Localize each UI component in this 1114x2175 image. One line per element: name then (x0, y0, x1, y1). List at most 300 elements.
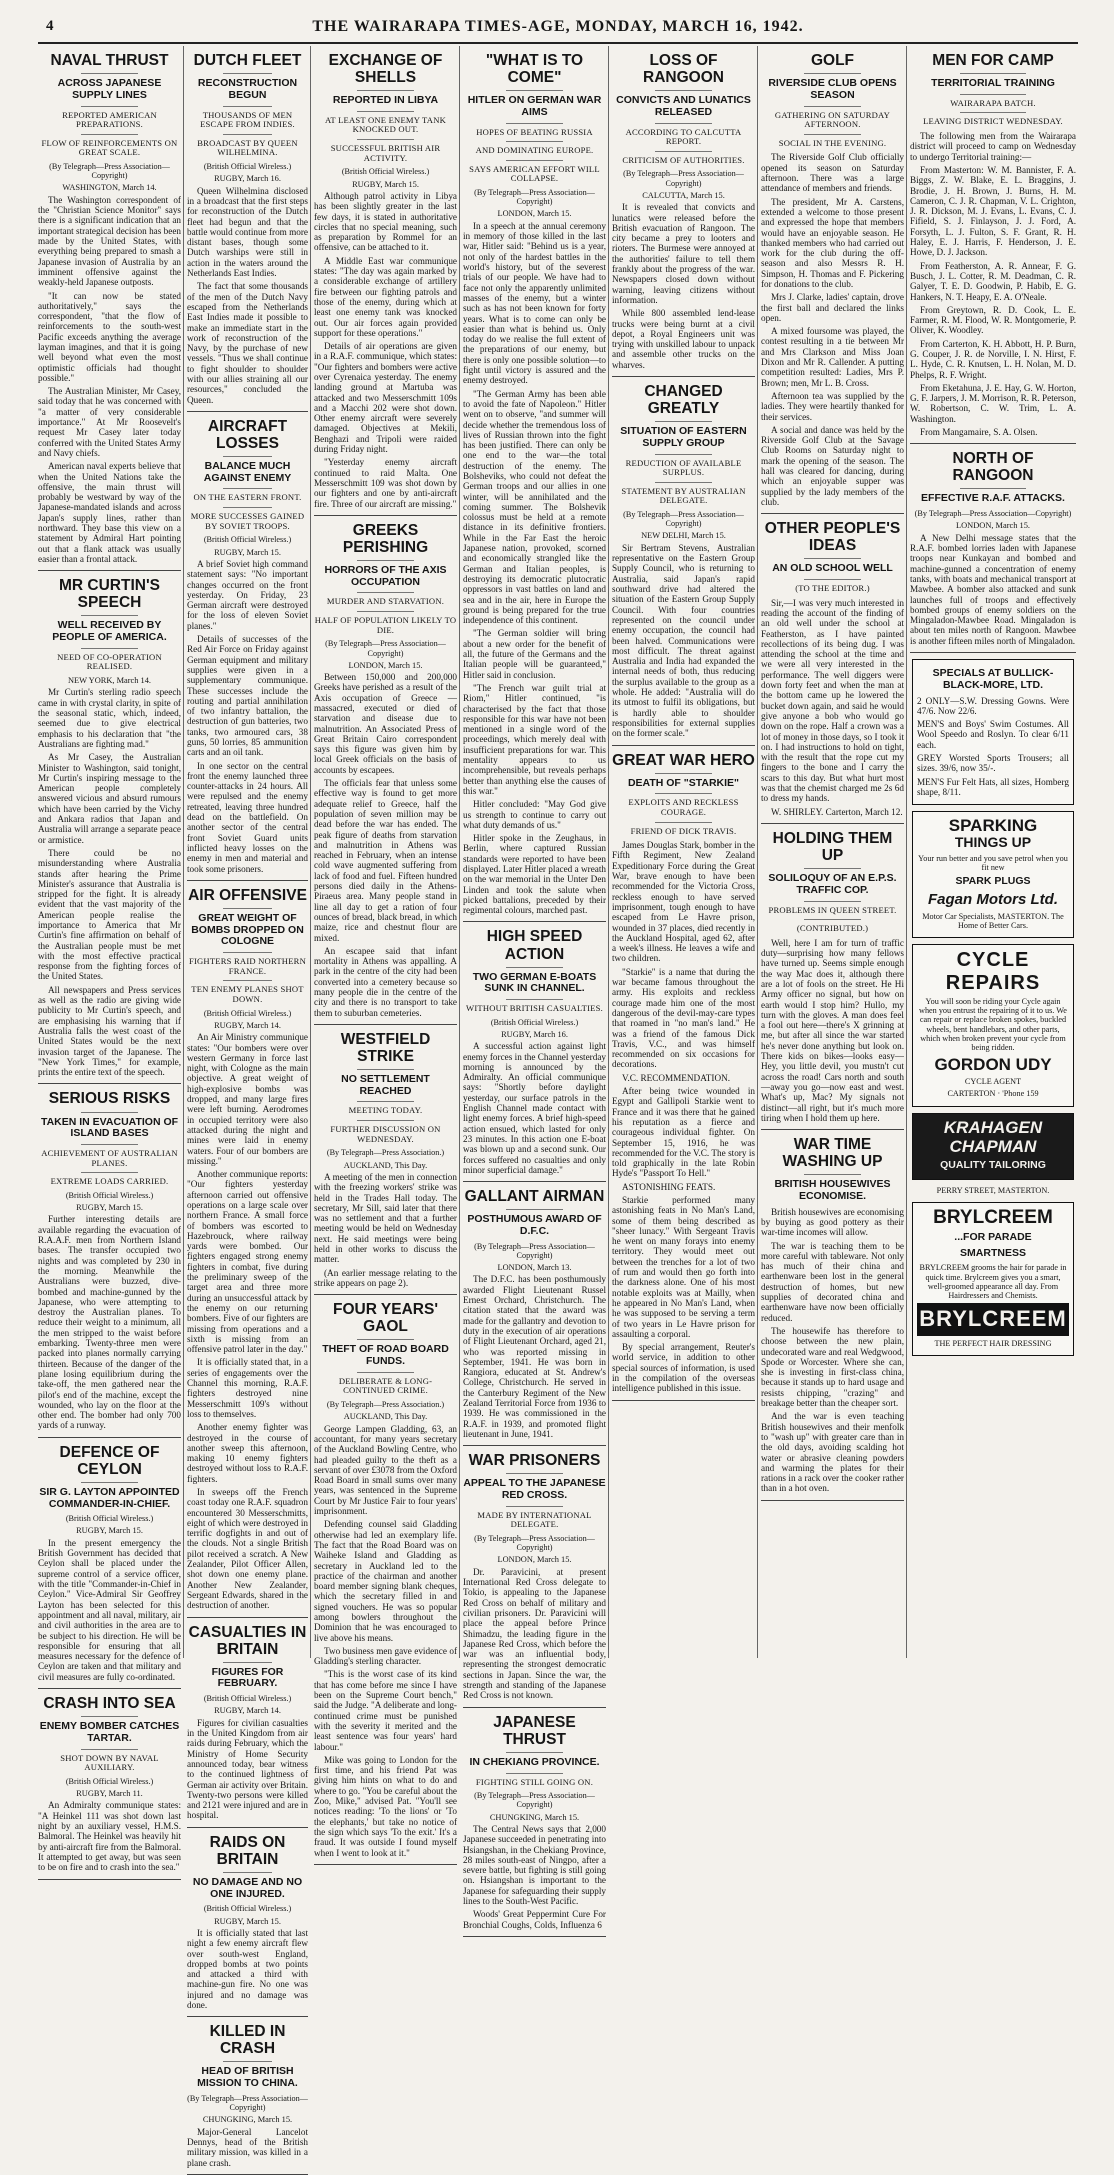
article-paragraph: Well, here I am for turn of traffic duty—surprising how many fellows have turned up. Seems simple enough the way Mac does it, although there are a lot of fools on the street. He Hi Army officer no signal, but how on earth would I stop him? Hullo, my turn with the gloves. A man does feel a fool out here—there's X grinning at me, but after all since the war started he's never done anything but look on. There kids on bikes—looks easy—Hey, you little devil, you mustn't cut across the road! Cars north and south—away you go—now east and west. What's up, Mac? My signals not distinct—all right, but it's much more tiring when I hold them up here. (761, 937, 904, 1123)
article-separator (314, 1024, 457, 1025)
article-credit: (By Telegraph—Press Association—Copyright) (623, 169, 744, 188)
article-paragraph: In one sector on the central front the enemy launched three counter-attacks in 24 hours. All were repulsed and the enemy retreated, leaving three hundred dead on the battlefield. On another sector of the central front Soviet Guard units inflicted heavy losses on the enemy in men and material and took some prisoners. (187, 760, 308, 874)
article-paragraph: W. SHIRLEY. Carterton, March 12. (771, 806, 903, 817)
ad-cycle-repairs (912, 944, 1074, 1106)
article-headline: FOUR YEARS' GAOL (332, 1301, 439, 1336)
article-headline: CASUALTIES IN BRITAIN (188, 1623, 307, 1658)
ad-brylcreem-tag1: ...FOR PARADE (954, 1230, 1032, 1243)
article-subheading: BROADCAST BY QUEEN WILHELMINA. (197, 137, 298, 158)
article-subheading: SOLILOQUY OF AN E.P.S. TRAFFIC COP. (768, 872, 897, 896)
article-paragraph: The president, Mr A. Carstens, extended a welcome to those present and expressed the hope that members would have an enjoyable season. He thanked members who had carried out work for the club during the off-season and also Messrs R. H. Simpson, H. Thomas and F. Pickering for donations to the club. (761, 196, 904, 289)
article-credit: (British Official Wireless.) (203, 1904, 292, 1914)
article-subheading: MURDER AND STARVATION. (326, 596, 445, 607)
divider (960, 112, 1026, 113)
article-subheading: MADE BY INTERNATIONAL DELEGATE. (477, 1509, 592, 1530)
article-paragraph: "The French war guilt trial at Riom," Hitler continued, "is characterised by the fact that those responsible for this war have not been mentioned in a single word of the proceedings, which merely deal with insufficient preparations for war. This mentality appears to us incomprehensible, but reveals perhaps better than anything else the causes of this war." (463, 682, 606, 796)
article-credit: (By Telegraph—Press Association.) (326, 1400, 445, 1410)
article (761, 830, 904, 1130)
article-subheading: WAIRARAPA BATCH. (950, 97, 1036, 108)
article-headline: NORTH OF RANGOON (952, 450, 1034, 485)
divider (81, 134, 138, 135)
divider (655, 90, 712, 91)
divider (506, 160, 563, 161)
article-separator (761, 513, 904, 514)
divider (81, 615, 138, 616)
article-subheading: FIGURES FOR FEBRUARY. (211, 1665, 284, 1690)
article-subheading: SHOT DOWN BY NAVAL AUXILIARY. (60, 1752, 159, 1773)
article-credit: (By Telegraph—Press Association—Copyright) (474, 1791, 595, 1810)
article-paragraph: Another enemy fighter was destroyed in the course of another sweep this afternoon, making 10 enemy fighters destroyed without loss to R.A.F. fighters. (187, 1422, 308, 1484)
article-paragraph: There could be no misunderstanding where Australia stands after hearing the Prime Minister's assurance that Australia is stripped for the fight. It is already evident that the vast majority of the American people realise the importance to America that Mr Curtin's fine affirmation on behalf of the Australian people must be met with the most effective practical response from the fighting forces of the United States. (38, 847, 181, 982)
ad-fagan-tag: Motor Car Specialists, MASTERTON. The Home of Better Cars. (922, 911, 1064, 931)
article (463, 52, 606, 922)
article-subheading: TWO GERMAN E-BOATS SUNK IN CHANNEL. (472, 970, 597, 995)
ad-fagan-body: Your run better and you save petrol when you fit new (918, 853, 1068, 873)
article-paragraph: The housewife has therefore to choose between the new plain, undecorated ware and real Wedgwood, Spode or Worcester. Where she can, she is investing in first-class china, because it stands up to hard usage and resists chipping, "crazing" and breakage better than the cheaper sort. (761, 1325, 904, 1409)
article (38, 52, 181, 571)
divider (357, 1069, 414, 1070)
divider (655, 773, 712, 774)
article-paragraph: Details of air operations are given in a R.A.F. communique, which states: "Our fighters and bombers were active over Cyrenaica yesterday. The enemy landing ground at Martuba was attacked and two Messerschmitt 109s and a Macchi 202 were shot down. Other enemy aircraft were severely damaged. Objectives at Mekili, Benghazi and Tripoli were raided during Friday night. (314, 341, 457, 455)
article-subheading: ENEMY BOMBER CATCHES TARTAR. (39, 1720, 180, 1744)
divider (655, 482, 712, 483)
article-subheading: REPORTED IN LIBYA (332, 94, 439, 107)
article-dateline: RUGBY, March 15. (76, 1203, 143, 1213)
article-subheading: DELIBERATE & LONG-CONTINUED CRIME. (338, 1375, 433, 1396)
article-paragraph: After being twice wounded in Egypt and Gallipoli Starkie went to France and it was there that he gained his reputation as a fierce and courageous individual fighter. On September 15, 1916, he was recommended for the V.C. The story is told graphically in the late Robin Hyde's "Passport To Hell." (612, 1086, 755, 1179)
article-subheading: GREAT WEIGHT OF BOMBS DROPPED ON COLOGNE (191, 911, 304, 948)
article-paragraph: All newspapers and Press services as well as the radio are giving wide publicity to Mr Curtin's speech, and are emphasising his warning that if Australia falls the west coast of the United States would be the next invasion target of the Japanese. The "New York Times," for example, prints the entire text of the speech. (38, 984, 181, 1078)
article-paragraph: Another communique reports: "Our fighters yesterday afternoon carried out offensive operations on a large scale over northern France. A small force of bombers was escorted to Hazebrouck, where railway yards were bombed. Our fighters engaged strong enemy fighters in combat, five during the preliminary sweep of the target area and three more during an unsuccessful attack by the enemy on our returning bombers. Five of our fighters are missing from operations and a sixth is missing from an offensive patrol later in the day." (187, 1169, 308, 1355)
article-paragraph: Details of successes of the Red Air Force on Friday against German equipment and military supplies were given in a supplementary communique. These successes include the routing and partial annihilation of two infantry battalion, the destruction of gun batteries, two tanks, two armoured cars, 38 guns, 50 lorries, 85 ammunition carts and an oil tank. (187, 634, 308, 758)
article-paragraph: Dr. Paravicini, at present International Red Cross delegate to Tokio, is appealing to the Japanese Red Cross on behalf of military and civilian prisoners. Dr. Paravicini will place the appeal before Prince Shimadzu, the leading figure in the Japanese Red Cross, which before the war was an influential body, representing the strongest democratic sections in Japan. Since the war, the strength and standing of the Japanese Red Cross is not known. (463, 1566, 606, 1701)
column-4 (463, 46, 606, 1930)
article-paragraph: A brief Soviet high command statement says: "No important changes occurred on the front yesterday. On Friday, 23 German aircraft were destroyed for the loss of eleven Soviet planes." (187, 558, 308, 631)
article-paragraph: The D.F.C. has been posthumously awarded Flight Lieutenant Russel Ernest Orchard, Christchurch. The citation stated that the award was made for the gallantry and devotion to duty in the execution of air operations of Flight Lieutenant Orchard, aged 21, who was reported missing in September, 1941. He was born in Rangiora, educated at St. Andrew's College, Christchurch. He served in the Canterbury Regiment of the New Zealand Territorial Force from 1936 to 1939. He was commissioned in the R.A.F. in 1939, and promoted flight lieutenant in June, 1941. (463, 1274, 606, 1439)
article-paragraph: (An earlier message relating to the strike appears on page 2). (314, 1267, 457, 1288)
article-paragraph: A social and dance was held by the Riverside Golf Club at the Savage Club Rooms on Saturday night to mark the opening of the season. The hall was cleared for dancing, during which an enjoyable supper was supplied by the lady members of the club. (761, 424, 904, 507)
column-3 (314, 46, 457, 1858)
article-paragraph: An Air Ministry communique states: "Our bombers were over western Germany in force last night, with Cologne as the main objective. A great weight of high-explosive bombs was dropped, and many large fires were left burning. Aerodromes in occupied territory were also attacked during the night and mines were laid in enemy waters. Four of our bombers are missing." (187, 1032, 308, 1166)
article-subheading: HALF OF POPULATION LIKELY TO DIE. (314, 615, 457, 635)
article-paragraph: Mr Curtin's sterling radio speech came in with crystal clarity, in spite of the seasonal static, which, indeed, seemed due to give electrical emphasis to his declaration that "the Australians are fighting mad." (38, 687, 181, 749)
divider (81, 1482, 138, 1483)
article-subheading: RIVERSIDE CLUB OPENS SEASON (768, 77, 897, 101)
article-credit: (British Official Wireless.) (203, 535, 292, 545)
article-paragraph: Mrs J. Clarke, ladies' captain, drove the first ball and declared the links open. (761, 292, 904, 323)
article-subheading: MEETING TODAY. (348, 1105, 423, 1116)
article-paragraph: "Starkie" is a name that during the war became famous throughout the army. His exploits and reckless courage made him one of the most dangerous of the devil-may-care types that roamed in "no man's land." He was a friend of the famous Dick Travis, V.C., and was himself recommended on six occasions for decorations. (612, 966, 755, 1070)
article-separator (38, 1879, 181, 1880)
divider (357, 560, 414, 561)
article-paragraph: While 800 assembled lend-lease trucks were being burnt at a civil depot, a Royal Engineers unit was trying with unskilled labour to unpack and assemble other trucks on the wharves. (612, 308, 755, 370)
article-paragraph: And the war is even teaching British housewives and their menfolk to "wash up" with greater care than in the old days, avoiding scalding hot water or abrasive cleaning powders and warming the plates for their rations in a rack over the cooker rather than in a hot oven. (761, 1411, 904, 1494)
article-dateline: CHUNGKING, March 15. (202, 2115, 293, 2125)
article-paragraph: The war is teaching them to be more careful with tableware. Not only has much of their china and earthenware been lost in the general destruction of homes, but new supplies of decorated china and earthenware have now been officially reduced. (761, 1240, 904, 1323)
article-separator (38, 1083, 181, 1084)
article-subheading: THOUSANDS OF MEN ESCAPE FROM INDIES. (200, 109, 295, 130)
article-subheading: FLOW OF REINFORCEMENTS ON GREAT SCALE. (41, 137, 178, 158)
article-subheading: SITUATION OF EASTERN SUPPLY GROUP (620, 425, 747, 449)
divider (506, 1773, 563, 1774)
divider (506, 1506, 563, 1507)
article-paragraph: The following men from the Wairarapa district will proceed to camp on Wednesday to undergo Territorial training:— (910, 131, 1076, 162)
article-paragraph: As Mr Casey, the Australian Minister to Washington, said tonight, Mr Curtin's inspiring message to the American people completely answered vicious and absurd rumours which have been carried by the Vichy and Ankara radios that Japan and Australia will arrange a separate peace or armistice. (38, 752, 181, 845)
article-subheading: SAYS AMERICAN EFFORT WILL COLLAPSE. (469, 163, 600, 184)
divider (223, 134, 271, 135)
divider (804, 579, 861, 580)
article-subheading: HEAD OF BRITISH MISSION TO CHINA. (197, 2065, 298, 2090)
divider (81, 1749, 138, 1750)
article-separator (38, 570, 181, 571)
article-paragraph: A successful action against light enemy forces in the Channel yesterday morning is announced by the Admiralty. An official communique says: "Shortly before daylight yesterday, our surface patrols in the English Channel made contact with light enemy forces. A brief high-speed action ensued, which lasted for only 23 minutes. In this action one E-boat was blown up and a second sunk. Our forces suffered no casualties and only minor superficial damage." (463, 1041, 606, 1175)
divider (357, 592, 414, 593)
article-headline: MR CURTIN'S SPEECH (59, 577, 160, 612)
article-subheading: FURTHER DISCUSSION ON WEDNESDAY. (330, 1124, 441, 1144)
article (187, 887, 308, 1618)
article-separator (314, 515, 457, 516)
article-dateline: RUGBY, March 15. (352, 179, 419, 189)
article-subheading: AND DOMINATING EUROPE. (475, 145, 594, 156)
article-subheading: FRIEND OF DICK TRAVIS. (630, 825, 737, 836)
article-paragraph: Hitler spoke in the Zeughaus, in Berlin, where captured Russian standards were reported to have been displayed. Later Hitler placed a wreath on the war memorial in the Unter Den Linden and took the salute when picked battalions, preceded by their regimental colours, marched past. (463, 833, 606, 916)
article-headline: MEN FOR CAMP (932, 52, 1054, 69)
article-subheading: ON THE EASTERN FRONT. (193, 492, 302, 503)
article (761, 1136, 904, 1501)
article-subheading: EXTREME LOADS CARRIED. (50, 1176, 169, 1187)
article-dateline: WASHINGTON, March 14. (62, 183, 157, 193)
article-paragraph: Starkie performed many astonishing feats in No Man's Land, some of them being described as "sheer lunacy." With Sergeant Travis he went on many forays into enemy territory. They would meet out between the trenches for a lot of two of rum and would then go forth into the darkness alone. One of his most notable exploits was at Mailly, when he appeared in No Man's Land, when he was supposed to be serving a term of two years in Le Havre prison for assaulting a corporal. (612, 1194, 755, 1339)
article-headline: DUTCH FLEET (193, 52, 302, 69)
divider (655, 123, 712, 124)
article (761, 52, 904, 514)
article-paragraph: "This is the worst case of its kind that has come before me since I have been on the Supreme Court bench," said the Judge. "A deliberate and long-continued crime must be punished with the severity it merited and the least sentence was four years' hard labour." (314, 1669, 457, 1752)
ad-bullick-title: SPECIALS AT BULLICK-BLACK-MORE, LTD. (932, 667, 1054, 691)
ad-brylcreem (912, 1202, 1074, 1356)
divider (223, 507, 271, 508)
article-paragraph: "It can now be stated authoritatively," says the correspondent, "that the flow of reinforcements to the south-west Pacific exceeds anything the average layman imagines, and that it is going well beyond what even the most optimistic officials had thought possible." (38, 290, 181, 383)
divider (960, 94, 1026, 95)
article-subheading: (CONTRIBUTED.) (796, 923, 869, 934)
divider (506, 90, 563, 91)
ad-brylcreem-brand: BRYLCREEM (933, 1206, 1053, 1228)
column-6 (761, 46, 904, 1658)
article-headline: KILLED IN CRASH (209, 2023, 286, 2058)
article (187, 1624, 308, 1828)
divider (357, 1120, 414, 1121)
article (38, 1695, 181, 1879)
article-subheading: TEN ENEMY PLANES SHOT DOWN. (191, 984, 304, 1005)
ad-fagan-motors (912, 811, 1074, 938)
article-paragraph: In the present emergency the British Government has decided that Ceylon shall be placed under the supreme control of a service officer, with the title "Commander-in-Chief in Ceylon." Vice-Admiral Sir Geoffrey Layton has been selected for this appointment and all naval, military, air and civil authorities in the area are to be subject to his direction. He will be responsible for ensuring that all measures necessary for the defence of Ceylon are taken and that military and civil measures are fully co-ordinated. (38, 1537, 181, 1682)
article-dateline: CALCUTTA, March 15. (642, 190, 725, 200)
article-separator (38, 1437, 181, 1438)
article-separator (187, 880, 308, 881)
article-subheading: THEFT OF ROAD BOARD FUNDS. (322, 1343, 449, 1368)
divider (357, 1339, 414, 1340)
article-paragraph: "The German Army has been able to avoid the fate of Napoleon." Hitler went on to observe, "and summer will decide whether the tremendous loss of lives of Russian thrown into the fight has been justified. There can only be one end to the war—the total destruction of the enemy. The Bolsheviks, who could not defeat the German troops and our allies in one winter, will be annihilated and the coming summer. The Bolshevik colossus must be held at a remote distance in its definitive frontiers. While in the Far East the heroic Japanese nation, provoked, scorned and economically strangled like the German and Italian peoples, is destroying its democratic plutocratic oppressors in vast battles on land and sea and in the air, here in Europe the ground is being prepared for the true independence of this continent. (463, 388, 606, 626)
article-paragraph: Major-General Lancelot Dennys, head of the British military mission, was killed in a plane crash. (187, 2126, 308, 2168)
column-5 (612, 46, 755, 1658)
article-paragraph: George Lampen Gladding, 63, an accountant, for many years secretary of the Auckland Bowling Centre, who had pleaded guilty to the theft as a servant of over £3078 from the Oxford Road Board in small sums over many years, was sentenced in the Supreme Court by Mr Justice Fair to four years' imprisonment. (314, 1423, 457, 1517)
article-paragraph: From Greytown, R. D. Cook, L. E. Farmer, R. M. Flood, W. R. Montgomerie, P. Oliver, K. Woodley. (910, 304, 1076, 336)
article-subheading: EXPLOITS AND RECKLESS COURAGE. (628, 797, 739, 817)
article-paragraph: A Middle East war communique states: "The day was again marked by a considerable exchange of artillery fire between our fighting patrols and those of the enemy, during which at least one enemy tank was knocked out. Our air forces again provided support for these operations." (314, 255, 457, 338)
article (187, 418, 308, 881)
article (463, 1714, 606, 1937)
article-subheading: CRITICISM OF AUTHORITIES. (622, 154, 745, 165)
divider (81, 1112, 138, 1113)
article-subheading: SIR G. LAYTON APPOINTED COMMANDER-IN-CHIEF. (39, 1485, 180, 1510)
divider (357, 1372, 414, 1373)
article-subheading: SUCCESSFUL BRITISH AIR ACTIVITY. (330, 143, 441, 163)
article-separator (761, 823, 904, 824)
article-dateline: AUCKLAND, This Day. (343, 1160, 428, 1170)
divider (81, 73, 138, 74)
article-headline: WAR TIME WASHING UP (782, 1136, 883, 1171)
ad-bullick-line: GREY Worsted Sports Trousers; all sizes. 39/6, now 35/-. (917, 753, 1069, 774)
article-paragraph: Between 150,000 and 200,000 Greeks have perished as a result of the Axis occupation of Greece —massacred, executed or died of starvation and disease due to malnutrition. An Associated Press of Great Britain Cairo correspondent says this figure was given him by local Greek officials on the basis of accounts by escapees. (314, 672, 457, 775)
article-headline: SERIOUS RISKS (48, 1090, 171, 1108)
page-number: 4 (46, 18, 54, 34)
ad-brylcreem-body: BRYLCREEM grooms the hair for parade in quick time. Brylcreem gives you a smart, well-groomed appearance all day. From Hairdressers and Chemists. (919, 1263, 1067, 1300)
divider (804, 106, 861, 107)
article-credit: (British Official Wireless.) (203, 1694, 292, 1704)
ad-krahagen-address: PERRY STREET, MASTERTON. (936, 1186, 1050, 1196)
ad-bullick-line: 2 ONLY—S.W. Dressing Gowns. Were 47/6. Now 22/6. (917, 695, 1069, 716)
article-headline: RAIDS ON BRITAIN (209, 1833, 286, 1868)
article-subheading: LEAVING DISTRICT WEDNESDAY. (923, 116, 1063, 127)
divider (357, 139, 414, 140)
ad-krahagen-chapman (912, 1113, 1074, 1181)
article-paragraph: From Carterton, K. H. Abbott, H. P. Burn, G. Couper, J. R. de Norville, I. N. Hirst, F. L. Hyde, C. R. Knutsen, L. H. Nolan, M. D. Phelps, R. F. Wright. (910, 338, 1076, 380)
article-headline: AIRCRAFT LOSSES (207, 417, 288, 452)
article-headline: DEFENCE OF CEYLON (59, 1443, 160, 1478)
column-1 (38, 46, 181, 1873)
article (463, 1188, 606, 1446)
divider (506, 1209, 563, 1210)
article-separator (612, 1400, 755, 1401)
divider (357, 90, 414, 91)
article-subheading: HOPES OF BEATING RUSSIA (476, 126, 593, 137)
article-subheading: MORE SUCCESSES GAINED BY SOVIET TROOPS. (190, 511, 305, 531)
article-headline: WESTFIELD STRIKE (340, 1030, 431, 1065)
article-credit: (By Telegraph—Press Association—Copyright) (474, 1534, 595, 1553)
masthead (38, 16, 1078, 44)
article-subheading: IN CHEKIANG PROVINCE. (469, 1755, 600, 1768)
article-separator (463, 1445, 606, 1446)
article (314, 52, 457, 516)
ad-krahagen-name: KRAHAGEN CHAPMAN (943, 1117, 1043, 1156)
article-separator (38, 1688, 181, 1689)
article-subheading: HITLER ON GERMAN WAR AIMS (467, 94, 602, 118)
article-subheading: ACCORDING TO CALCUTTA REPORT. (625, 126, 742, 147)
article-paragraph: "The German soldier will bring about a new order for the benefit of all, the future of the Germans and the Italian people will be guaranteed," Hitler said in conclusion. (463, 628, 606, 680)
divider (804, 558, 861, 559)
article-credit: (By Telegraph—Press Association—Copyright) (914, 509, 1072, 519)
divider (506, 123, 563, 124)
divider (506, 999, 563, 1000)
article-credit: (By Telegraph—Press Association—Copyright) (325, 639, 446, 658)
article-subheading: PROBLEMS IN QUEEN STREET. (768, 904, 897, 915)
article-subheading: BALANCE MUCH AGAINST ENEMY (203, 459, 292, 484)
article-dateline: RUGBY, March 15. (214, 547, 281, 557)
article-separator (761, 1129, 904, 1130)
article-subheading: CONVICTS AND LUNATICS RELEASED (616, 94, 751, 118)
article-subheading: SOCIAL IN THE EVENING. (778, 137, 887, 148)
article-paragraph: A meeting of the men in connection with the freezing workers' strike was held in the Trades Hall today. The secretary, Mr Sill, said later that there was no settlement and that a further meeting would be held on Wednesday next. He said meetings were being held in other works to discuss the matter. (314, 1171, 457, 1265)
article-subheading: AN OLD SCHOOL WELL (772, 562, 893, 575)
divider (960, 488, 1026, 489)
article-paragraph: Further interesting details are available regarding the evacuation of R.A.A.F. men from Northern Island bases. The transfer occupied two nights and was completed by 230 in the morning. Meanwhile the Australians were buzzed, dive-bombed and machine-gunned by the Japanese, who were attempting to destroy the Australian planes. To reduce their weight to a minimum, all the men stripped to the waist before embarking. Twenty-three men were packed into planes normally carrying thirteen. Because of the danger of the plane losing equilibrium during the take-off, the men gathered near the pilot's end of the machine, except the wounded, who lay on the floor at the other end. The bomber had only 700 yards of a runway. (38, 1214, 181, 1431)
ad-cycle-role: CYCLE AGENT (964, 1077, 1022, 1087)
article-subheading: TERRITORIAL TRAINING (931, 77, 1055, 90)
article-paragraph: By special arrangement, Reuter's world service, in addition to other special sources of information, is used in the compilation of the overseas intelligence published in this issue. (612, 1342, 755, 1394)
article-dateline: AUCKLAND, This Day. (343, 1412, 428, 1422)
article-subheading: WITHOUT BRITISH CASUALTIES. (466, 1003, 603, 1014)
article-credit: (British Official Wireless.) (65, 1776, 154, 1786)
ad-krahagen-slogan: QUALITY TAILORING (940, 1158, 1046, 1171)
divider (804, 73, 861, 74)
article (187, 52, 308, 412)
article-headline: NAVAL THRUST (50, 52, 169, 69)
ad-bullick-line: MEN'S Fur Felt Hats, all sizes, Homberg shape, 8/11. (917, 776, 1069, 797)
article-subheading: STATEMENT BY AUSTRALIAN DELEGATE. (621, 485, 746, 506)
col7-articles (910, 52, 1076, 653)
article-subheading: ACHIEVEMENT OF AUSTRALIAN PLANES. (41, 1148, 178, 1168)
article-paragraph: In sweeps off the French coast today one R.A.F. squadron encountered 30 Messerschmitts, eight of which were destroyed in terrific dogfights in and out of the clouds. Not a single British pilot received a scratch. A New Zealander, Pilot Officer Allen, shot down one enemy plane. Another New Zealander, Sergeant Edwards, shared in the destruction of another. (187, 1487, 308, 1611)
article-separator (463, 1181, 606, 1182)
article-paragraph: V.C. RECOMMENDATION. (622, 1072, 731, 1083)
divider (81, 106, 138, 107)
divider (223, 456, 271, 457)
article (612, 752, 755, 1401)
article (463, 1452, 606, 1707)
ad-cycle-firm: GORDON UDY (934, 1055, 1052, 1075)
divider (655, 793, 712, 794)
article-subheading: DEATH OF "STARKIE" (627, 776, 740, 789)
ad-cycle-body: You will soon be riding your Cycle again when you entrust the repairing of it to us. We can repair or replace broken spokes, buckled wheels, bent handlebars, and other parts, which when broken prevent your cycle from being ridden. (919, 997, 1067, 1052)
article (187, 2023, 308, 2175)
ad-bullick-blackmore (912, 659, 1074, 805)
divider (223, 952, 271, 953)
ad-brylcreem-footer: THE PERFECT HAIR DRESSING (934, 1338, 1052, 1348)
article-dateline: NEW YORK, March 14. (67, 676, 152, 686)
article-paragraph: From Masterton: W. M. Bannister, F. A. Biggs, Z. W. Blake, E. L. Braggins, J. Brodie, J. H. Brown, J. Burns, H. M. Cameron, C. J. R. Chapman, V. L. Crighton, J. R. Dickson, M. J. Evans, L. Evans, C. J. Fifield, S. J. Finlayson, J. J. Ford, A. Forsyth, L. J. Fulton, S. F. Grant, R. H. Haley, E. J. Harris, F. Henderson, J. E. Howe, D. J. Jackson. (910, 164, 1076, 258)
article-paragraph: "Yesterday enemy aircraft continued to raid Malta. One Messerschmitt 109 was shot down by our fighters and one by anti-aircraft fire. Three of our aircraft are missing." (314, 457, 457, 509)
article-dateline: RUGBY, March 11. (76, 1789, 143, 1799)
divider (81, 648, 138, 649)
article-paragraph: The officials fear that unless some effective way is found to get more adequate relief to Greece, half the population of seven million may be dead before the war has ended. The peak figure of deaths from starvation and malnutrition in Athens was reached in February, when an intense cold wave augmented suffering from lack of food and fuel. Fifteen hundred persons died daily in the Athens-Piraeus area. Many people stand in line all day to get a ration of four ounces of bread, black bread, in which maize, rice and chestnut flour are mixed. (314, 778, 457, 943)
article-paragraph: ASTONISHING FEATS. (622, 1181, 716, 1192)
article-dateline: LONDON, March 15. (497, 1555, 572, 1565)
ad-brylcreem-tag2: SMARTNESS (960, 1246, 1026, 1259)
article-paragraph: Hitler concluded: "May God give us strength to continue to carry out what duty demands of us." (463, 799, 606, 830)
article-credit: (By Telegraph—Press Association—Copyright) (474, 188, 595, 207)
ad-brylcreem-logo: BRYLCREEM (917, 1303, 1069, 1336)
ad-fagan-firm: Fagan Motors Ltd. (928, 891, 1058, 909)
article-paragraph: A mixed foursome was played, the contest resulting in a tie between Mr and Mrs Clarkson and Miss Joan Dixon and Mr R. Callender. A putting competition resulted: Ladies, Mrs P. Brown; men, Mr L. B. Cross. (761, 326, 904, 388)
article-credit: (By Telegraph—Press Association.) (326, 1148, 445, 1158)
article-paragraph: An Admiralty communique states: "A Heinkel 111 was shot down last night by an auxiliary vessel, H.M.S. Balmoral. The Heinkel was heavily hit by anti-aircraft fire from the Balmoral. It attempted to get away, but was seen to be on fire and to crash into the sea." (38, 1800, 181, 1873)
article-dateline: CHUNGKING, March 15. (489, 1812, 580, 1822)
article-credit: (By Telegraph—Press Association—Copyright) (623, 510, 744, 529)
article-headline: GREAT WAR HERO (612, 751, 755, 769)
article-paragraph: British housewives are economising by buying as good pottery as their war-time incomes will allow. (761, 1206, 904, 1238)
divider (223, 73, 271, 74)
article-subheading: (TO THE EDITOR.) (795, 583, 870, 594)
article-paragraph: In a speech at the annual ceremony in memory of those killed in the last war, Hitler said: "Behind us is a year, not only of the hardest battles in the world's history, but of the severest trials of our people. We have had to face not only the apparently unlimited masses of the enemy, but a winter such as has not been known for forty years. What is to come can only be easier than what is behind us. Only today do we realise the full extent of the preparations of our enemy, but there is only one possible solution—to fight until victory is assured and the enemy destroyed. (463, 220, 606, 386)
article-paragraph: Afternoon tea was supplied by the ladies. They were heartily thanked for their services. (761, 390, 904, 422)
article-dateline: LONDON, March 15. (497, 209, 572, 219)
article-dateline: RUGBY, March 14. (214, 1020, 281, 1030)
article-separator (187, 411, 308, 412)
divider (960, 73, 1026, 74)
article-paragraph: Sir,—I was very much interested in reading the account of the finding of an old well under the school at Featherston, as I have painted recollections of its being dug. I was attending the school at the time and we were all very interested in the performance. The well diggers were down forty feet and when the man at the bottom came up he lowered the bucket down again, and said he would give anyone a bob who would go down on the rope. Half a crown was a lot of money in those days, so I took it on. I had instructions to hold on tight, with the result that the rope cut my fingers to the bone and I carry the scars to this day. But what hurt most was that the chemist charged me 2s 6d to dress my hands. (761, 597, 904, 804)
article-paragraph: The Riverside Golf Club officially opened its season on Saturday afternoon. There was a large attendance of members and friends. (761, 152, 904, 194)
article-paragraph: It is officially stated that, in a series of engagements over the Channel this morning, R.A.F. fighters destroyed nine Messerschmitt 109's without loss to themselves. (187, 1357, 308, 1419)
article (910, 450, 1076, 653)
divider (655, 151, 712, 152)
article-paragraph: Woods' Great Peppermint Cure For Bronchial Coughs, Colds, Influenza 6 (463, 1909, 606, 1930)
article-dateline: RUGBY, March 16. (214, 174, 281, 184)
ad-fagan-headline-2: THINGS UP (954, 834, 1032, 851)
article-paragraph: The Washington correspondent of the "Christian Science Monitor" says there is a significant indication that an important strategical decision has been made by the United States, with everything being prepared to smash a Japanese invasion of Australia by an imminent offensive against the weakly-held Japanese outposts. (38, 194, 181, 288)
article-separator (463, 1936, 606, 1937)
divider (804, 919, 861, 920)
article-paragraph: James Douglas Stark, bomber in the Fifth Regiment, New Zealand Expeditionary Force during the Great War, brave enough to have been recommended for the Victoria Cross, reckless enough to have served imprisonment, tough enough to have escaped from Le Havre prison, wounded in 37 places, died recently in the Auckland Hospital, aged 62, after a week's illness. He leaves a wife and two children. (612, 840, 755, 964)
article-subheading: POSTHUMOUS AWARD OF D.F.C. (467, 1213, 602, 1237)
divider (804, 1174, 861, 1175)
article (612, 383, 755, 746)
divider (81, 1716, 138, 1717)
article-separator (463, 921, 606, 922)
article (187, 1834, 308, 2018)
article-dateline: LONDON, March 13. (497, 1263, 572, 1273)
article-credit: (British Official Wireless.) (65, 1514, 154, 1524)
ad-cycle-addr: CARTERTON · 'Phone 159 (947, 1089, 1039, 1099)
article-separator (187, 1617, 308, 1618)
article-subheading: REPORTED AMERICAN PREPARATIONS. (62, 109, 157, 130)
article-subheading: BRITISH HOUSEWIVES ECONOMISE. (774, 1178, 891, 1202)
article-subheading: NEED OF CO-OPERATION REALISED. (57, 651, 162, 672)
ad-fagan-plug: SPARK PLUGS (955, 875, 1031, 888)
article-headline: HIGH SPEED ACTION (486, 928, 583, 963)
article (38, 1090, 181, 1437)
article-dateline: LONDON, March 15. (348, 660, 423, 670)
article-subheading: WELL RECEIVED BY PEOPLE OF AMERICA. (52, 619, 167, 644)
article-dateline: NEW DELHI, March 15. (641, 531, 726, 541)
ad-fagan-headline: SPARKING (948, 816, 1038, 836)
divider (357, 111, 414, 112)
article-subheading: NO SETTLEMENT REACHED (341, 1072, 430, 1097)
divider (223, 980, 271, 981)
article (612, 52, 755, 377)
divider (655, 822, 712, 823)
article-subheading: AT LEAST ONE ENEMY TANK KNOCKED OUT. (324, 114, 447, 135)
article-paragraph: Two business men gave evidence of Gladding's sterling character. (314, 1645, 457, 1667)
article-paragraph: Although patrol activity in Libya has been slightly greater in the last few days, it is stated in authoritative circles that no special meaning, such as preparation by Rommel for an offensive, can be attached to it. (314, 190, 457, 253)
article-headline: GREEKS PERISHING (342, 521, 429, 556)
article-headline: EXCHANGE OF SHELLS (328, 52, 443, 87)
article (314, 522, 457, 1025)
article-separator (314, 1864, 457, 1865)
article-dateline: RUGBY, March 15. (214, 1916, 281, 1926)
article-headline: HOLDING THEM UP (772, 829, 893, 864)
article-paragraph: Figures for civilian casualties in the United Kingdom from air raids during February, which the Ministry of Home Security announced today, bear witness to the continued lightness of German air activity over Britain. Twenty-two persons were killed and 2121 were injured and are in hospital. (187, 1717, 308, 1821)
article-paragraph: The Central News says that 2,000 Japanese succeeded in penetrating into Hsiangshan, in the Chekiang Province, 28 miles south-east of Ningpo, after a severe battle, but fighting is still going on. Hsiangshan is important to the Japanese for safeguarding their supply lines to the South-West Pacific. (463, 1823, 606, 1906)
column-2 (187, 46, 308, 2168)
